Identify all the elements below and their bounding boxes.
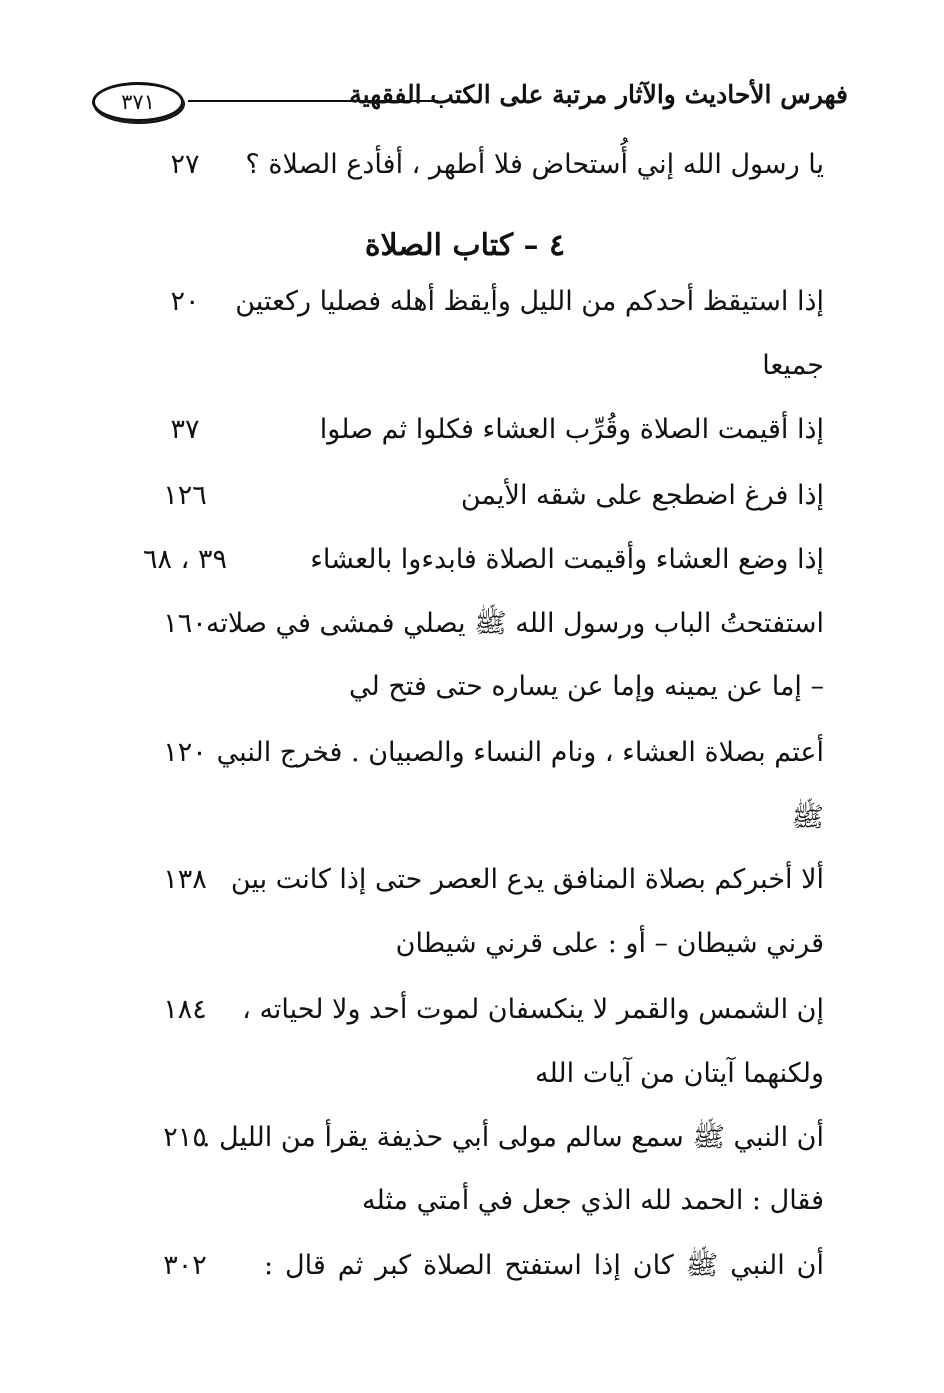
entry-text: أن النبي ﷺ سمع سالم مولى أبي حذيفة يقرأ من الليل .	[201, 1122, 824, 1153]
running-title: فهرس الأحاديث والآثار مرتبة على الكتب الفقهية	[349, 80, 848, 109]
entry-text: أن النبي ﷺ كان إذا استفتح الصلاة كبر ثم قال :	[264, 1250, 824, 1281]
entry-page-number: ٣٧	[170, 414, 200, 445]
entry-page-number: ٢٧	[170, 149, 200, 180]
entry-text: إذا وضع العشاء وأقيمت الصلاة فابدءوا بالعشاء	[310, 544, 824, 575]
section-heading: ٤ – كتاب الصلاة	[364, 228, 566, 263]
entry-page-number: ١٣٨	[163, 864, 207, 895]
entry-page-number: ١٨٤	[163, 994, 207, 1025]
entry-page-number: ١٦٠	[163, 608, 207, 639]
entry-page-number: ٢٠	[170, 286, 200, 317]
entry-page-number: ٣٩ ، ٦٨	[143, 544, 227, 575]
entry-text: أعتم بصلاة العشاء ، ونام النساء والصبيان . فخرج النبي	[216, 737, 824, 768]
entry-text: استفتحتُ الباب ورسول الله ﷺ يصلي فمشى في صلاته	[205, 608, 824, 639]
entry-text-continuation: فقال : الحمد لله الذي جعل في أمتي مثله	[362, 1185, 824, 1216]
entry-text-continuation: – إما عن يمينه وإما عن يساره حتى فتح لي	[349, 671, 824, 702]
entry-text-continuation: ولكنهما آيتان من آيات الله	[535, 1058, 824, 1089]
entry-text: إذا فرغ اضطجع على شقه الأيمن	[460, 480, 824, 511]
page-number-oval: ٣٧١	[92, 82, 184, 122]
entry-page-number: ١٢٠	[163, 737, 207, 768]
entry-page-number: ٢١٥	[163, 1122, 207, 1153]
entry-text: إذا استيقظ أحدكم من الليل وأيقظ أهله فصليا ركعتين	[235, 286, 824, 317]
entry-text-continuation: جميعا	[762, 350, 824, 381]
entry-text: إن الشمس والقمر لا ينكسفان لموت أحد ولا لحياته ،	[242, 994, 824, 1025]
entry-text-continuation: ﷺ	[791, 802, 824, 833]
entry-text: إذا أقيمت الصلاة وقُرِّب العشاء فكلوا ثم صلوا	[319, 414, 824, 445]
entry-text: ألا أخبركم بصلاة المنافق يدع العصر حتى إذا كانت بين	[230, 864, 824, 895]
entry-text-continuation: قرني شيطان – أو : على قرني شيطان	[395, 928, 824, 959]
entry-page-number: ١٢٦	[163, 480, 207, 511]
entry-text: يا رسول الله إني أُستحاض فلا أطهر ، أفأدع الصلاة ؟	[245, 149, 824, 180]
entry-page-number: ٣٠٢	[163, 1250, 207, 1281]
